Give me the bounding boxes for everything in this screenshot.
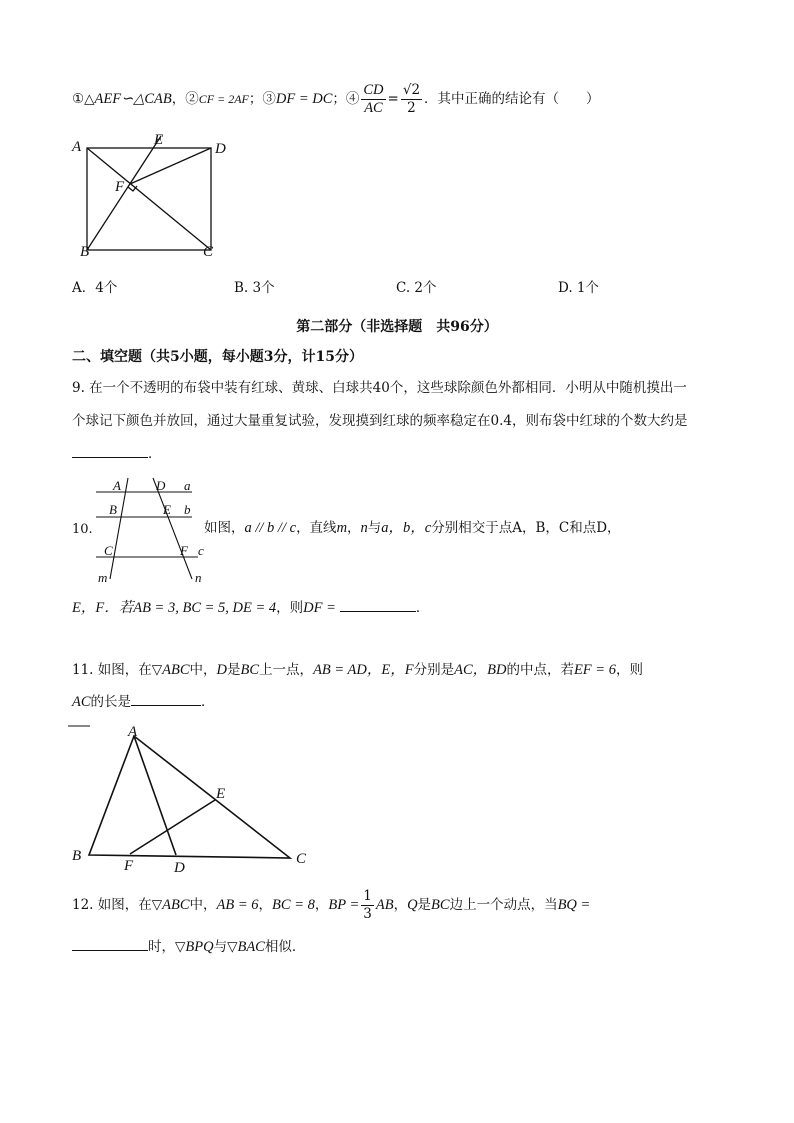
q12-t6: 边上一个动点，当 [449, 897, 558, 913]
q11-BC: BC [240, 662, 260, 678]
q8-fraction-sqrt2 [401, 82, 422, 117]
q11-D: D [216, 662, 228, 678]
q10-number: 10. [72, 522, 93, 537]
q12-AB2: AB [375, 897, 394, 913]
q9-line1: 9. 在一个不透明的布袋中装有红球、黄球、白球共40个，这些球除颜色外都相同．小明从中随机摸出一 [72, 380, 687, 396]
q10-text-ruhe: 如图， [204, 520, 245, 536]
q9-line2: 个球记下颜色并放回，通过大量重复试验，发现摸到红球的频率稳定在0.4，则布袋中红球的个数大约是 [72, 413, 688, 429]
q10-label-D: D [156, 478, 166, 493]
q10-condition: a // b // c [244, 520, 297, 536]
q8-statement [72, 82, 600, 117]
q8-rectangle-figure [60, 128, 240, 268]
q12-frac-num: 1 [363, 888, 372, 904]
q8-diagonal-ac [87, 148, 211, 250]
q10-given: AB = 3, BC = 5, DE = 4 [133, 600, 277, 616]
q10-label-F: F [180, 543, 188, 558]
q8-fraction-cd-ac [361, 82, 385, 117]
q10-label-a: a [184, 478, 191, 493]
q11-label-E: E [216, 786, 226, 802]
q12-t7: 时，▽ [148, 939, 186, 955]
q8-c1-label: ①△ [72, 91, 95, 107]
q12-intro: 12. 如图，在▽ [72, 897, 163, 913]
q8-label-A: A [72, 139, 82, 155]
q8-tail: ．其中正确的结论有（ ） [424, 91, 600, 107]
q11-AC: AC [72, 694, 91, 710]
q10-line-n [153, 478, 192, 579]
q8-right-angle-mark [128, 186, 137, 191]
q12-Q: Q [407, 897, 418, 913]
q8-rhs-den: 2 [407, 100, 416, 116]
q8-label-C: C [203, 244, 214, 260]
q11-triangle-abc [89, 736, 290, 858]
q12-BQ: BQ = [557, 897, 591, 913]
q12-t9: 相似． [264, 939, 306, 955]
q12-t3: ， [314, 897, 329, 913]
q11-t1: 中， [189, 662, 217, 678]
q10-text-2: ，直线 [296, 520, 337, 536]
q8-sep2: ；③ [248, 91, 276, 107]
q8-label-B: B [80, 244, 90, 260]
q12-BP: BP = [328, 897, 360, 913]
q10-line-m [110, 478, 128, 579]
q10-label-m: m [98, 570, 108, 585]
q8-equals: = [387, 91, 399, 107]
q11-label-C: C [296, 851, 307, 867]
q10-text-4: 与 [367, 520, 382, 536]
q10-label-E: E [163, 502, 171, 517]
section-fill-in-title: 二、填空题（共5小题，每小题3分，计15分） [72, 349, 363, 365]
q11-label-F: F [124, 858, 134, 874]
q11-ab-ad: AB = AD，E，F [313, 662, 414, 678]
q10-m: m [336, 520, 348, 536]
q10-label-C: C [104, 543, 113, 558]
q12-fraction-one-third [361, 888, 374, 923]
q11-segment-ad [134, 736, 176, 855]
q11-triangle: ABC [162, 662, 190, 678]
q8-option-a[interactable]: A．4个 [72, 280, 118, 296]
q10-then: ，则 [276, 600, 304, 616]
q8-c1-math: AEF∽△CAB [94, 91, 172, 107]
q11-line2 [72, 691, 215, 712]
q12-BC2: BC [431, 897, 450, 913]
q10-label-A: A [113, 478, 121, 493]
q11-label-D: D [174, 860, 185, 876]
q8-label-E: E [154, 132, 164, 148]
q8-option-b[interactable]: B. 3个 [234, 280, 275, 296]
q8-option-d[interactable]: D. 1个 [558, 280, 600, 296]
q11-label-A: A [128, 724, 138, 740]
q8-label-F: F [115, 179, 125, 195]
q8-frac-num: CD [363, 82, 384, 98]
q11-answer-blank[interactable] [131, 691, 201, 706]
q11-t3: 上一点， [259, 662, 314, 678]
q12-BC: BC = 8 [272, 897, 315, 913]
q10-answer-blank[interactable] [340, 597, 416, 612]
q10-label-b: b [184, 502, 191, 517]
q12-line2 [72, 936, 305, 957]
q11-intro: 11. 如图，在▽ [72, 662, 163, 678]
q11-label-B: B [72, 848, 82, 864]
q11-t6: ，则 [615, 662, 643, 678]
q8-label-D: D [215, 141, 226, 157]
q12-line1 [72, 888, 590, 923]
q9-answer-blank[interactable] [72, 443, 148, 458]
q11-t5: 的中点，若 [506, 662, 574, 678]
q8-option-c[interactable]: C. 2个 [396, 280, 437, 296]
q12-BAC: BAC [237, 939, 265, 955]
q10-abc: a，b，c [381, 520, 432, 536]
q12-t2: ， [258, 897, 273, 913]
q11-t2: 是 [227, 662, 241, 678]
q10-text-3: ， [347, 520, 361, 536]
q11-t4: 分别是 [413, 662, 455, 678]
q8-rhs-num: √2 [402, 82, 421, 98]
q8-c3-math: DF = DC [275, 91, 333, 107]
q11-EF: EF = 6 [573, 662, 616, 678]
q10-parallel-lines-figure [88, 476, 213, 588]
q10-label-B: B [109, 502, 117, 517]
q10-end: ． [415, 600, 430, 616]
q9-line3 [72, 443, 162, 464]
q10-ask: DF = [303, 600, 336, 616]
q10-n: n [360, 520, 368, 536]
q10-line1 [204, 518, 621, 538]
q10-label-n: n [195, 570, 202, 585]
q11-triangle-figure [68, 722, 318, 876]
q11-end: ． [201, 694, 215, 710]
part2-title: 第二部分（非选择题 共96分） [296, 319, 498, 335]
q12-t4: ， [393, 897, 408, 913]
q12-t1: 中， [189, 897, 217, 913]
q12-t5: 是 [417, 897, 432, 913]
q8-sep1: ，② [171, 91, 199, 107]
q11-segs: AC，BD [454, 662, 507, 678]
q8-sep3: ；④ [332, 91, 360, 107]
q10-ef: E，F．若 [72, 600, 134, 616]
q10-label-c: c [198, 543, 204, 558]
q8-frac-den: AC [364, 100, 383, 116]
q12-t8: 与▽ [213, 939, 238, 955]
q9-end: ． [148, 446, 162, 462]
q11-t7: 的长是 [90, 694, 132, 710]
q12-AB: AB = 6 [216, 897, 259, 913]
q12-frac-den: 3 [363, 906, 372, 922]
q10-text-5: 分别相交于点A，B，C和点D， [431, 520, 621, 536]
q12-BPQ: BPQ [185, 939, 214, 955]
q10-line2 [72, 597, 429, 618]
q12-triangle: ABC [162, 897, 190, 913]
q12-answer-blank[interactable] [72, 936, 148, 951]
q11-line1 [72, 660, 643, 680]
q8-c2-math: CF = 2AF [198, 92, 249, 106]
